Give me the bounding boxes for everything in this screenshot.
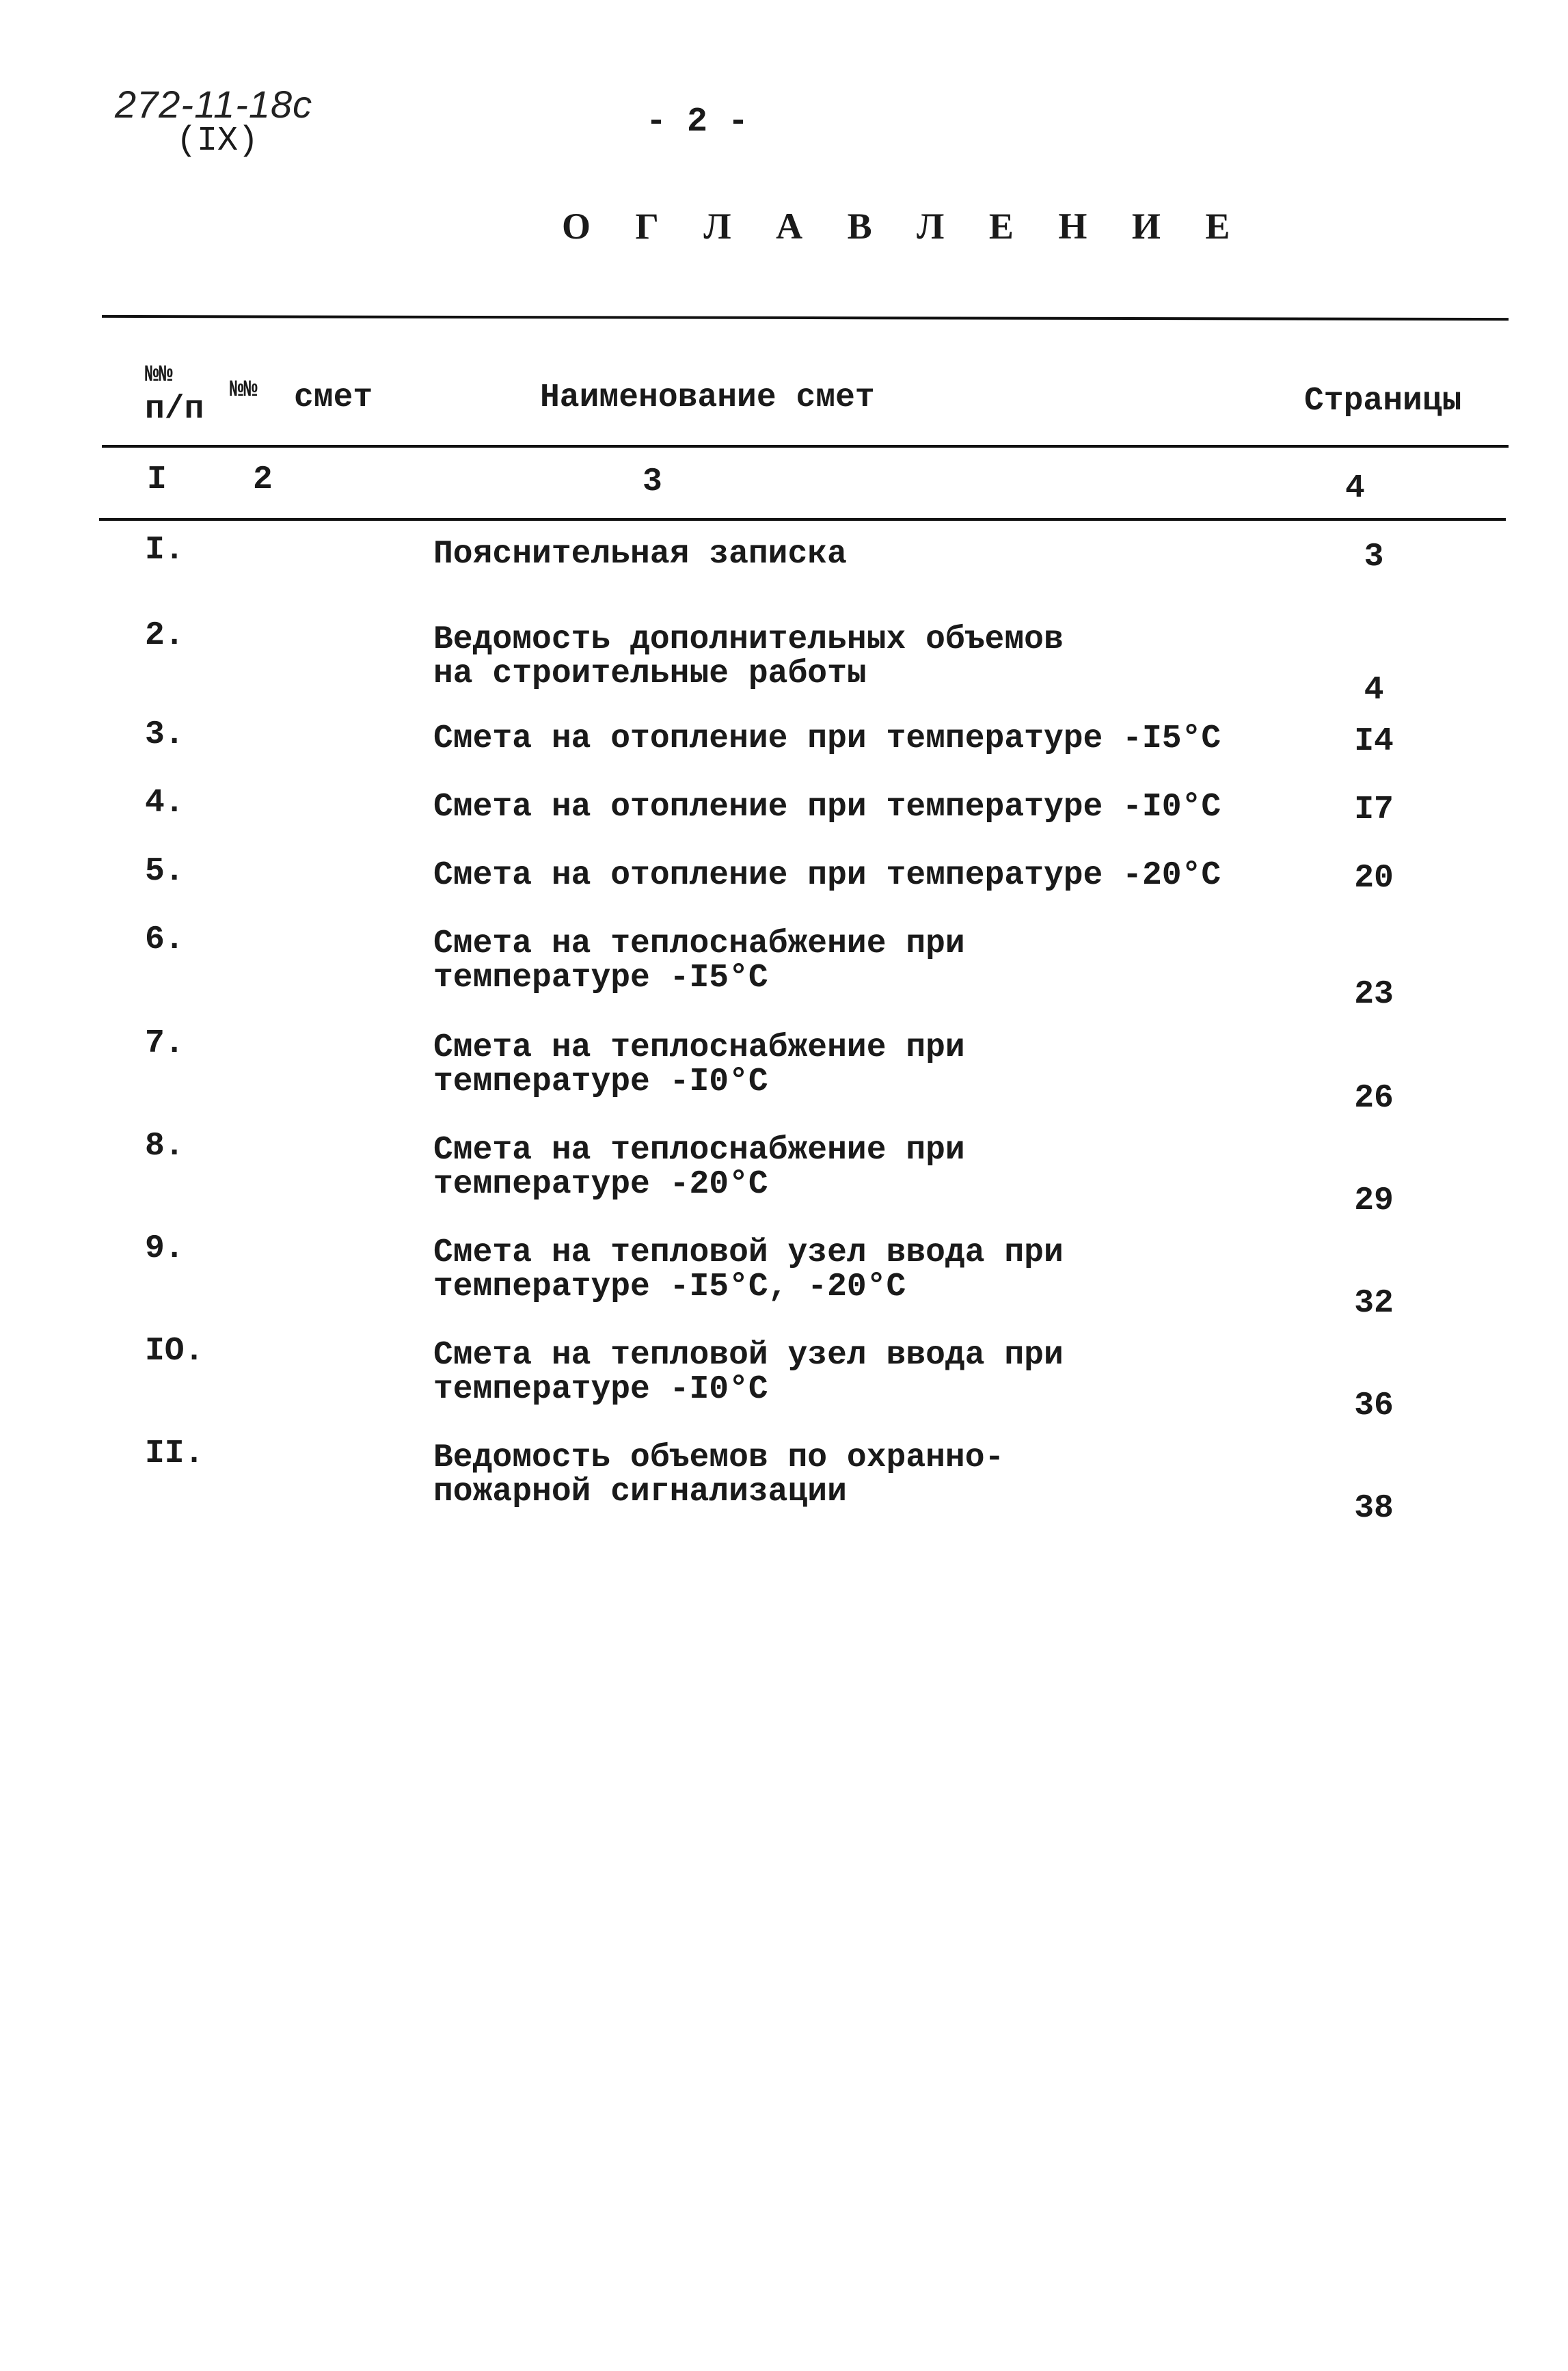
column-numbers-rule (99, 518, 1506, 521)
header-rule (102, 445, 1509, 448)
toc-row-number: 3. (145, 716, 185, 753)
toc-row-title: Ведомость дополнительных объемов (433, 621, 1064, 658)
toc-row-page: I7 (1354, 791, 1394, 828)
toc-row-page: 23 (1354, 976, 1394, 1013)
toc-row-title: Смета на отопление при температуре -I0°C (433, 789, 1221, 826)
toc-row-number: IO. (145, 1333, 204, 1370)
toc-row-number: 4. (145, 785, 185, 822)
toc-row-page: 4 (1364, 672, 1384, 709)
toc-row-title: Ведомость объемов по охранно- (433, 1439, 1005, 1476)
header-pages: Страницы (1304, 383, 1462, 420)
toc-row-page: 29 (1354, 1182, 1394, 1219)
toc-row-number: II. (145, 1435, 204, 1472)
toc-row-page: 26 (1354, 1080, 1394, 1117)
toc-row-page: 20 (1354, 860, 1394, 897)
toc-row-title: Пояснительная записка (433, 536, 847, 573)
toc-row-number: 6. (145, 921, 185, 958)
toc-row-page: 38 (1354, 1490, 1394, 1527)
toc-row-title: Смета на отопление при температуре -I5°C (433, 720, 1221, 757)
toc-row-number: I. (145, 532, 185, 569)
header-estimate-mark: №№ (230, 377, 258, 403)
column-number-4: 4 (1345, 470, 1365, 507)
toc-row-title: температуре -I0°C (433, 1063, 768, 1100)
toc-row-title: Смета на теплоснабжение при (433, 1132, 965, 1169)
toc-row-title: Смета на тепловой узел ввода при (433, 1337, 1064, 1374)
toc-row-title: на строительные работы (433, 655, 867, 692)
toc-row-page: 32 (1354, 1285, 1394, 1322)
toc-row-page: 36 (1354, 1387, 1394, 1424)
toc-row-title: температуре -I5°C, -20°C (433, 1269, 906, 1305)
toc-row-number: 9. (145, 1230, 185, 1267)
toc-row-number: 8. (145, 1128, 185, 1165)
toc-row-title: Смета на тепловой узел ввода при (433, 1234, 1064, 1271)
header-estimate-no: смет (294, 379, 373, 416)
column-number-1: I (147, 461, 167, 498)
toc-row-title: Смета на отопление при температуре -20°C (433, 857, 1221, 894)
toc-row-title: пожарной сигнализации (433, 1474, 847, 1510)
header-name: Наименование смет (540, 379, 875, 416)
page-number: - 2 - (646, 103, 749, 141)
toc-row-title: Смета на теплоснабжение при (433, 1029, 965, 1066)
document-code: 272-11-18с (115, 83, 313, 126)
toc-row-title: температуре -I5°C (433, 960, 768, 997)
toc-row-page: 3 (1364, 539, 1384, 575)
toc-row-title: Смета на теплоснабжение при (433, 925, 965, 962)
volume-label: (IX) (176, 122, 259, 161)
toc-row-title: температуре -I0°C (433, 1371, 768, 1408)
page-title: О Г Л А В Л Е Н И Е (562, 206, 1248, 247)
toc-row-number: 5. (145, 853, 185, 890)
table-top-rule (102, 315, 1509, 321)
column-number-2: 2 (253, 461, 273, 498)
toc-row-number: 2. (145, 617, 185, 654)
header-num-mark: №№ (145, 362, 173, 388)
toc-row-title: температуре -20°C (433, 1166, 768, 1203)
column-number-3: 3 (643, 463, 662, 500)
toc-row-page: I4 (1354, 723, 1394, 760)
toc-row-number: 7. (145, 1025, 185, 1062)
header-num: п/п (145, 391, 204, 428)
